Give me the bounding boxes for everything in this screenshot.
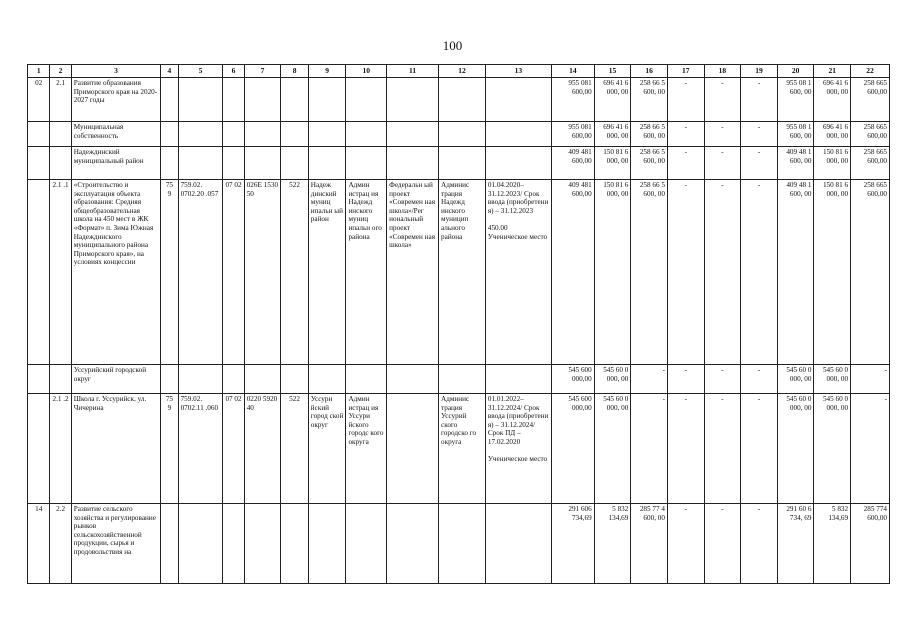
table-row: [28, 147, 890, 180]
table-cell: Развитие сельского хозяйства и регулирование рынков сельскохозяйственной продукции, сырья и продовольствия на: [71, 504, 161, 584]
table-cell: -: [741, 122, 778, 147]
table-cell: -: [741, 365, 778, 394]
table-cell: [178, 122, 223, 147]
table-cell: [485, 122, 551, 147]
table-cell: Админ истрац ия Уссури йского городс кого округа: [346, 394, 387, 504]
table-cell: Админ истрац ия Надежд инского муниц ипальн ого района: [346, 180, 387, 365]
table-cell: [28, 394, 50, 504]
column-header: 7: [244, 65, 281, 78]
table-cell: [161, 504, 178, 584]
table-cell: [178, 78, 223, 122]
table-cell: -: [704, 365, 741, 394]
table-cell: [281, 504, 308, 584]
table-row: [28, 504, 890, 584]
table-cell: 409 48 1 600, 00: [777, 180, 814, 365]
table-cell: 955 08 1 600, 00: [777, 122, 814, 147]
table-cell: -: [704, 180, 741, 365]
table-cell: [281, 365, 308, 394]
table-row: [28, 394, 890, 504]
table-cell: -: [851, 394, 890, 504]
table-cell: 258 66 5 600, 00: [631, 78, 668, 122]
page-number: 100: [442, 38, 463, 53]
table-cell: -: [741, 147, 778, 180]
table-cell: 0220 5920 40: [244, 394, 281, 504]
table-row: [28, 122, 890, 147]
table-cell: 026E 1530 50: [244, 180, 281, 365]
table-cell: 545 60 0 000, 00: [777, 365, 814, 394]
table-cell: 2.1 .1: [50, 180, 71, 365]
column-header: 21: [814, 65, 851, 78]
table-cell: 75 9: [161, 180, 178, 365]
table-cell: 955 081 600,00: [551, 78, 594, 122]
table-cell: 759.02. 0702.20 .057: [178, 180, 223, 365]
table-cell: Уссури йский город ской округ: [308, 394, 346, 504]
table-cell: 291 606 734,69: [551, 504, 594, 584]
table-cell: [281, 122, 308, 147]
table-cell: -: [667, 78, 704, 122]
column-header: 15: [594, 65, 631, 78]
table-cell: 291 60 6 734, 69: [777, 504, 814, 584]
table-cell: [308, 78, 346, 122]
column-header: 13: [485, 65, 551, 78]
table-cell: 2.1: [50, 78, 71, 122]
column-header: 20: [777, 65, 814, 78]
table-cell: [387, 78, 439, 122]
table-cell: -: [741, 78, 778, 122]
table-cell: [50, 122, 71, 147]
table-cell: -: [704, 147, 741, 180]
table-cell: Муниципальная собственность: [71, 122, 161, 147]
table-cell: 759.02. 0702.11 .060: [178, 394, 223, 504]
column-header: 4: [161, 65, 178, 78]
table-cell: [223, 504, 244, 584]
table-cell: 522: [281, 394, 308, 504]
table-cell: 696 41 6 000, 00: [814, 122, 851, 147]
column-header: 11: [387, 65, 439, 78]
table-cell: [308, 365, 346, 394]
table-cell: 258 665 600,00: [851, 180, 890, 365]
table-cell: 258 66 5 600, 00: [631, 122, 668, 147]
table-cell: -: [741, 504, 778, 584]
table-cell: -: [704, 394, 741, 504]
table-cell: [439, 122, 486, 147]
table-cell: 150 81 6 000, 00: [814, 147, 851, 180]
column-header: 19: [741, 65, 778, 78]
table-cell: [50, 147, 71, 180]
table-cell: 75 9: [161, 394, 178, 504]
table-cell: 01.04.2020– 31.12.2023/ Срок ввода (приобретени я) – 31.12.2023 450.00 Ученическое место: [485, 180, 551, 365]
table-cell: -: [667, 504, 704, 584]
table-cell: Надеж динский муниц ипальн ый район: [308, 180, 346, 365]
table-cell: 545 60 0 000, 00: [594, 365, 631, 394]
table-cell: [346, 504, 387, 584]
column-header: 16: [631, 65, 668, 78]
table-cell: 258 665 600,00: [851, 78, 890, 122]
table-cell: [281, 147, 308, 180]
table-cell: [28, 147, 50, 180]
table-cell: [346, 365, 387, 394]
table-cell: 545 600 000,00: [551, 365, 594, 394]
table-cell: Надеждинский муниципальный район: [71, 147, 161, 180]
table-cell: 07 02: [223, 394, 244, 504]
table-cell: Админис трация Уссурий ского городско го округа: [439, 394, 486, 504]
investment-table: [27, 64, 890, 584]
table-cell: -: [741, 180, 778, 365]
table-cell: [161, 147, 178, 180]
table-cell: 409 481 600,00: [551, 147, 594, 180]
table-cell: [485, 78, 551, 122]
table-cell: 258 665 600,00: [851, 147, 890, 180]
table-cell: [485, 504, 551, 584]
table-cell: 696 41 6 000, 00: [594, 78, 631, 122]
table-cell: 258 66 5 600, 00: [631, 147, 668, 180]
table-cell: 409 48 1 600, 00: [777, 147, 814, 180]
table-cell: [28, 365, 50, 394]
table-cell: 545 60 0 000, 00: [814, 394, 851, 504]
table-cell: [244, 147, 281, 180]
table-cell: [439, 504, 486, 584]
column-header: 22: [851, 65, 890, 78]
column-header: 9: [308, 65, 346, 78]
table-cell: 545 60 0 000, 00: [777, 394, 814, 504]
table-cell: -: [667, 394, 704, 504]
table-cell: [161, 365, 178, 394]
table-cell: [28, 180, 50, 365]
table-cell: [244, 504, 281, 584]
table-cell: 545 60 0 000, 00: [594, 394, 631, 504]
table-cell: 5 832 134,69: [814, 504, 851, 584]
table-cell: Развитие образования Приморского края на 2020-2027 годы: [71, 78, 161, 122]
table-cell: 955 081 600,00: [551, 122, 594, 147]
table-cell: [28, 122, 50, 147]
table-cell: 5 832 134,69: [594, 504, 631, 584]
table-cell: [161, 122, 178, 147]
table-cell: [308, 147, 346, 180]
column-header: 10: [346, 65, 387, 78]
table-cell: [161, 78, 178, 122]
table-row: [28, 365, 890, 394]
table-cell: [439, 78, 486, 122]
table-cell: [244, 122, 281, 147]
column-header: 1: [28, 65, 50, 78]
table-row: [28, 180, 890, 365]
table-cell: 409 481 600,00: [551, 180, 594, 365]
table-cell: [387, 504, 439, 584]
table-cell: -: [851, 365, 890, 394]
column-header: 18: [704, 65, 741, 78]
table-cell: -: [631, 394, 668, 504]
table-cell: 285 774 600,00: [851, 504, 890, 584]
table-cell: 955 08 1 600, 00: [777, 78, 814, 122]
table-cell: [485, 365, 551, 394]
table-cell: 522: [281, 180, 308, 365]
table-cell: [244, 365, 281, 394]
table-row: [28, 78, 890, 122]
table-cell: -: [704, 78, 741, 122]
table-cell: -: [704, 122, 741, 147]
table-cell: Админис трация Надежд инского муницип ального района: [439, 180, 486, 365]
table-cell: 01.01.2022– 31.12.2024/ Срок ввода (приобретени я) – 31.12.2024/ Срок ПД – 17.02.2020 Ученическое место: [485, 394, 551, 504]
table-cell: 696 41 6 000, 00: [594, 122, 631, 147]
table-cell: [387, 365, 439, 394]
table-cell: [439, 365, 486, 394]
table-cell: Уссурийский городской округ: [71, 365, 161, 394]
table-cell: [346, 147, 387, 180]
table-cell: [439, 147, 486, 180]
column-header: 2: [50, 65, 71, 78]
table-cell: [387, 147, 439, 180]
table-cell: [223, 147, 244, 180]
column-header: 3: [71, 65, 161, 78]
table-cell: 02: [28, 78, 50, 122]
table-cell: -: [704, 504, 741, 584]
table-cell: -: [667, 122, 704, 147]
table-cell: [387, 394, 439, 504]
table-cell: [308, 122, 346, 147]
table-cell: [346, 78, 387, 122]
table-cell: 07 02: [223, 180, 244, 365]
table-cell: -: [667, 180, 704, 365]
column-header: 6: [223, 65, 244, 78]
column-header: 5: [178, 65, 223, 78]
table-cell: [50, 365, 71, 394]
column-header: 17: [667, 65, 704, 78]
table-cell: «Строительство и эксплуатация объекта образования: Средняя общеобразовательная школа на 450 мест в ЖК «Формат» п. Зима Южная Надеждинского муниципального района Приморского края», на условиях концессии: [71, 180, 161, 365]
table-cell: [178, 504, 223, 584]
column-header: 14: [551, 65, 594, 78]
table-cell: [346, 122, 387, 147]
table-cell: 150 81 6 000, 00: [594, 147, 631, 180]
table-cell: 150 81 6 000, 00: [814, 180, 851, 365]
table-cell: -: [667, 365, 704, 394]
table-cell: [178, 365, 223, 394]
table-cell: 545 60 0 000, 00: [814, 365, 851, 394]
column-header: 8: [281, 65, 308, 78]
table-cell: 14: [28, 504, 50, 584]
table-cell: [387, 122, 439, 147]
table-cell: [244, 78, 281, 122]
table-cell: 285 77 4 600, 00: [631, 504, 668, 584]
header-row: [28, 65, 890, 78]
table-cell: [308, 504, 346, 584]
table-cell: [178, 147, 223, 180]
table-cell: 696 41 6 000, 00: [814, 78, 851, 122]
table-cell: 258 66 5 600, 00: [631, 180, 668, 365]
table-cell: Федеральн ый проект «Современ ная школа»/Рег иональный проект «Современ ная школа»: [387, 180, 439, 365]
column-header: 12: [439, 65, 486, 78]
table-cell: -: [667, 147, 704, 180]
table-cell: Школа г. Уссурийск, ул. Чичерина: [71, 394, 161, 504]
table-cell: [223, 78, 244, 122]
table-cell: 545 600 000,00: [551, 394, 594, 504]
table-cell: [485, 147, 551, 180]
table-cell: [223, 365, 244, 394]
table-cell: 2.1 .2: [50, 394, 71, 504]
table-cell: -: [741, 394, 778, 504]
table-cell: [223, 122, 244, 147]
table-cell: 258 665 600,00: [851, 122, 890, 147]
table-cell: [281, 78, 308, 122]
table-cell: -: [631, 365, 668, 394]
table-cell: 150 81 6 000, 00: [594, 180, 631, 365]
table-cell: 2.2: [50, 504, 71, 584]
